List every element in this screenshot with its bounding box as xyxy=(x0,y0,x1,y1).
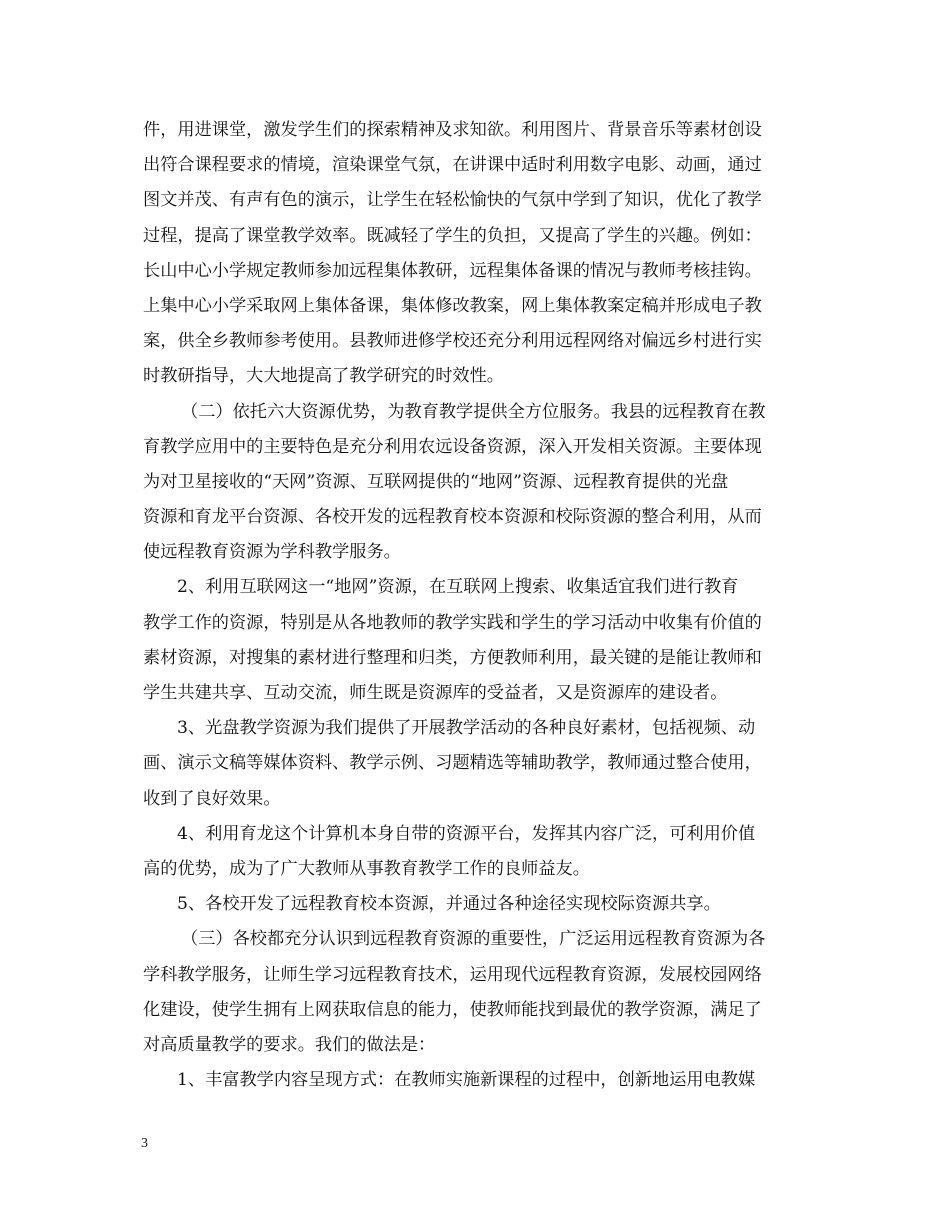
section-heading-line: （二）依托六大资源优势，为教育教学提供全方位服务。我县的远程教育在教 xyxy=(181,401,766,422)
text-line: 2、利用互联网这一“地网”资源，在互联网上搜索、收集适宜我们进行教育 xyxy=(177,577,739,598)
text-line: 画、演示文稿等媒体资料、教学示例、习题精选等辅助教学，教师通过整合使用， xyxy=(143,753,762,774)
text-line: 3、光盘教学资源为我们提供了开展教学活动的各种良好素材，包括视频、动 xyxy=(177,718,756,739)
text-line: 1、丰富教学内容呈现方式：在教师实施新课程的过程中，创新地运用电教媒 xyxy=(177,1070,756,1091)
text-line: 4、利用育龙这个计算机本身自带的资源平台，发挥其内容广泛，可利用价值 xyxy=(177,823,756,844)
text-line: 时教研指导，大大地提高了教学研究的时效性。 xyxy=(143,366,504,387)
text-line: 收到了良好效果。 xyxy=(143,788,281,809)
text-line: 使远程教育资源为学科教学服务。 xyxy=(143,542,401,563)
page-number: 3 xyxy=(141,1136,148,1151)
text-line: 图文并茂、有声有色的演示，让学生在轻松愉快的气氛中学到了知识，优化了教学 xyxy=(143,190,762,211)
text-line: 学科教学服务，让师生学习远程教育技术，运用现代远程教育资源，发展校园网络 xyxy=(143,964,762,985)
text-line: 资源和育龙平台资源、各校开发的远程教育校本资源和校际资源的整合利用，从而 xyxy=(143,507,762,528)
text-line: 出符合课程要求的情境，渲染课堂气氛，在讲课中适时利用数字电影、动画，通过 xyxy=(143,155,762,176)
section-heading-line: （三）各校都充分认识到远程教育资源的重要性，广泛运用远程教育资源为各 xyxy=(181,929,766,950)
text-line: 件，用进课堂，激发学生们的探索精神及求知欲。利用图片、背景音乐等素材创设 xyxy=(143,120,762,140)
text-line: 学生共建共享、互动交流，师生既是资源库的受益者，又是资源库的建设者。 xyxy=(143,683,728,703)
text-line: 高的优势，成为了广大教师从事教育教学工作的良师益友。 xyxy=(143,858,590,879)
text-line: 过程，提高了课堂教学效率。既减轻了学生的负担，又提高了学生的兴趣。例如： xyxy=(143,225,762,246)
text-line: 上集中心小学采取网上集体备课，集体修改教案，网上集体教案定稿并形成电子教 xyxy=(143,295,762,316)
text-line: 教学工作的资源，特别是从各地教师的教学实践和学生的学习活动中收集有价值的 xyxy=(143,612,762,633)
text-line: 育教学应用中的主要特色是充分利用农远设备资源，深入开发相关资源。主要体现 xyxy=(143,436,762,457)
text-line: 5、各校开发了远程教育校本资源，并通过各种途径实现校际资源共享。 xyxy=(177,894,721,915)
text-line: 化建设，使学生拥有上网获取信息的能力，使教师能找到最优的教学资源，满足了 xyxy=(143,999,762,1020)
text-line: 长山中心小学规定教师参加远程集体教研，远程集体备课的情况与教师考核挂钩。 xyxy=(143,260,762,281)
text-line: 案，供全乡教师参考使用。县教师进修学校还充分利用远程网络对偏远乡村进行实 xyxy=(143,331,762,352)
body-text xyxy=(143,113,813,1098)
text-line: 素材资源，对搜集的素材进行整理和归类，方便教师利用，最关键的是能让教师和 xyxy=(143,647,762,668)
text-line: 对高质量教学的要求。我们的做法是： xyxy=(143,1034,436,1055)
text-line: 为对卫星接收的“天网”资源、互联网提供的“地网”资源、远程教育提供的光盘 xyxy=(143,471,729,492)
